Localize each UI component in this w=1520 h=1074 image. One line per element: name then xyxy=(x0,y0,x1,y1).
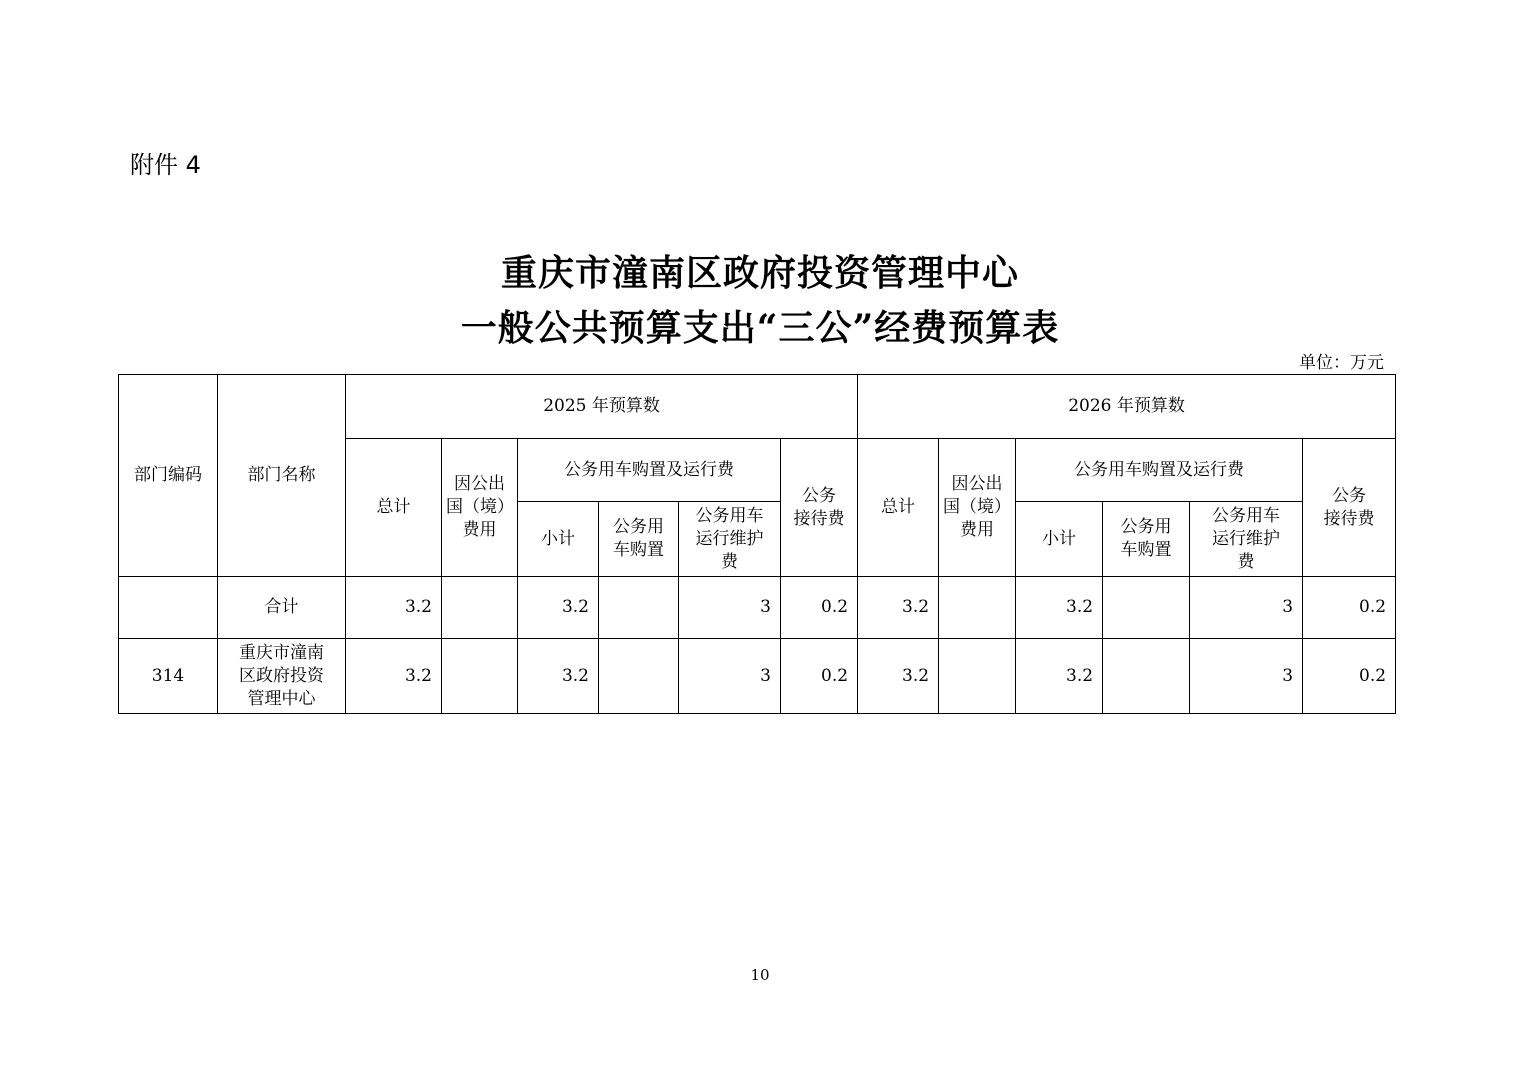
cell-2026-abroad xyxy=(939,639,1016,714)
header-2026-abroad xyxy=(939,439,1016,577)
header-2026-total: 总计 xyxy=(858,439,939,577)
cell-2026-subtotal: 3.2 xyxy=(1016,639,1103,714)
header-2025-vehicle-maint-line2: 运行维护 xyxy=(695,528,764,549)
cell-name xyxy=(218,639,346,714)
cell-2025-total: 3.2 xyxy=(346,577,442,639)
cell-2025-subtotal: 3.2 xyxy=(518,639,599,714)
cell-code xyxy=(119,577,218,639)
header-2026-abroad-line2: 国（境） xyxy=(943,497,1012,517)
header-2026-subtotal: 小计 xyxy=(1016,502,1103,577)
header-2025-total: 总计 xyxy=(346,439,442,577)
attachment-label: 附件 4 xyxy=(130,151,201,179)
cell-2026-reception: 0.2 xyxy=(1303,639,1396,714)
header-2026-reception-line2: 接待费 xyxy=(1323,508,1375,529)
header-2025-abroad xyxy=(442,439,518,577)
header-2025-reception xyxy=(781,439,858,577)
header-2025-abroad-line1: 因公出 xyxy=(454,474,505,494)
cell-2025-reception: 0.2 xyxy=(781,639,858,714)
header-2026-vehicle-purchase xyxy=(1103,502,1190,577)
header-2025-vehicle-group: 公务用车购置及运行费 xyxy=(518,439,781,502)
cell-2026-maintenance: 3 xyxy=(1190,639,1303,714)
header-2025-vehicle-purchase-line1: 公务用 xyxy=(613,517,664,537)
cell-2025-reception: 0.2 xyxy=(781,577,858,639)
cell-2026-maintenance: 3 xyxy=(1190,577,1303,639)
page-number: 10 xyxy=(750,966,770,984)
header-2026-vehicle-maint-line1: 公务用车 xyxy=(1212,505,1281,526)
header-dept-name: 部门名称 xyxy=(218,375,346,577)
header-2025-reception-line2: 接待费 xyxy=(793,508,845,529)
header-2025-vehicle-maint-line3: 费 xyxy=(721,551,738,572)
cell-2025-subtotal: 3.2 xyxy=(518,577,599,639)
header-2026-reception-line1: 公务 xyxy=(1332,485,1367,506)
header-2025-abroad-line3: 费用 xyxy=(462,520,497,540)
cell-2026-subtotal: 3.2 xyxy=(1016,577,1103,639)
header-2025-vehicle-maintenance xyxy=(679,502,781,577)
cell-2025-purchase xyxy=(599,639,679,714)
cell-2026-purchase xyxy=(1103,577,1190,639)
header-2026-vehicle-purchase-line1: 公务用 xyxy=(1120,517,1172,537)
document-title-line1: 重庆市潼南区政府投资管理中心 xyxy=(500,252,1019,294)
header-2026-vehicle-group: 公务用车购置及运行费 xyxy=(1016,439,1303,502)
budget-table xyxy=(118,374,1396,714)
table-row-dept xyxy=(119,639,1396,714)
cell-2026-purchase xyxy=(1103,639,1190,714)
header-2025-vehicle-purchase-line2: 车购置 xyxy=(613,540,664,560)
header-2025-vehicle-maint-line1: 公务用车 xyxy=(695,505,764,526)
header-2025-subtotal: 小计 xyxy=(518,502,599,577)
cell-2026-total: 3.2 xyxy=(858,577,939,639)
cell-2025-abroad xyxy=(442,577,518,639)
header-2026-vehicle-maint-line3: 费 xyxy=(1237,551,1255,572)
header-2026-abroad-line3: 费用 xyxy=(960,520,995,540)
header-year-2025: 2025 年预算数 xyxy=(346,375,858,439)
cell-2025-purchase xyxy=(599,577,679,639)
header-2026-abroad-line1: 因公出 xyxy=(951,474,1003,494)
cell-code: 314 xyxy=(119,639,218,714)
cell-2025-abroad xyxy=(442,639,518,714)
header-2026-vehicle-maint-line2: 运行维护 xyxy=(1212,528,1281,549)
cell-name-line2: 区政府投资 xyxy=(239,665,324,686)
header-2025-abroad-line2: 国（境） xyxy=(446,497,514,517)
cell-name: 合计 xyxy=(218,577,346,639)
cell-2025-maintenance: 3 xyxy=(679,639,781,714)
cell-name-line3: 管理中心 xyxy=(247,688,316,709)
cell-2025-maintenance: 3 xyxy=(679,577,781,639)
header-dept-code: 部门编码 xyxy=(119,375,218,577)
unit-label: 单位：万元 xyxy=(1299,353,1384,373)
header-2026-vehicle-purchase-line2: 车购置 xyxy=(1120,540,1172,560)
table-row-total xyxy=(119,577,1396,639)
cell-2026-total: 3.2 xyxy=(858,639,939,714)
header-year-2026: 2026 年预算数 xyxy=(858,375,1396,439)
cell-name-line1: 重庆市潼南 xyxy=(239,642,324,663)
header-row-years xyxy=(119,375,1396,439)
cell-2026-reception: 0.2 xyxy=(1303,577,1396,639)
header-2025-vehicle-purchase xyxy=(599,502,679,577)
header-2025-reception-line1: 公务 xyxy=(802,485,837,506)
header-2026-vehicle-maintenance xyxy=(1190,502,1303,577)
cell-2026-abroad xyxy=(939,577,1016,639)
header-2026-reception xyxy=(1303,439,1396,577)
document-title-line2: 一般公共预算支出“三公”经费预算表 xyxy=(460,307,1060,349)
cell-2025-total: 3.2 xyxy=(346,639,442,714)
